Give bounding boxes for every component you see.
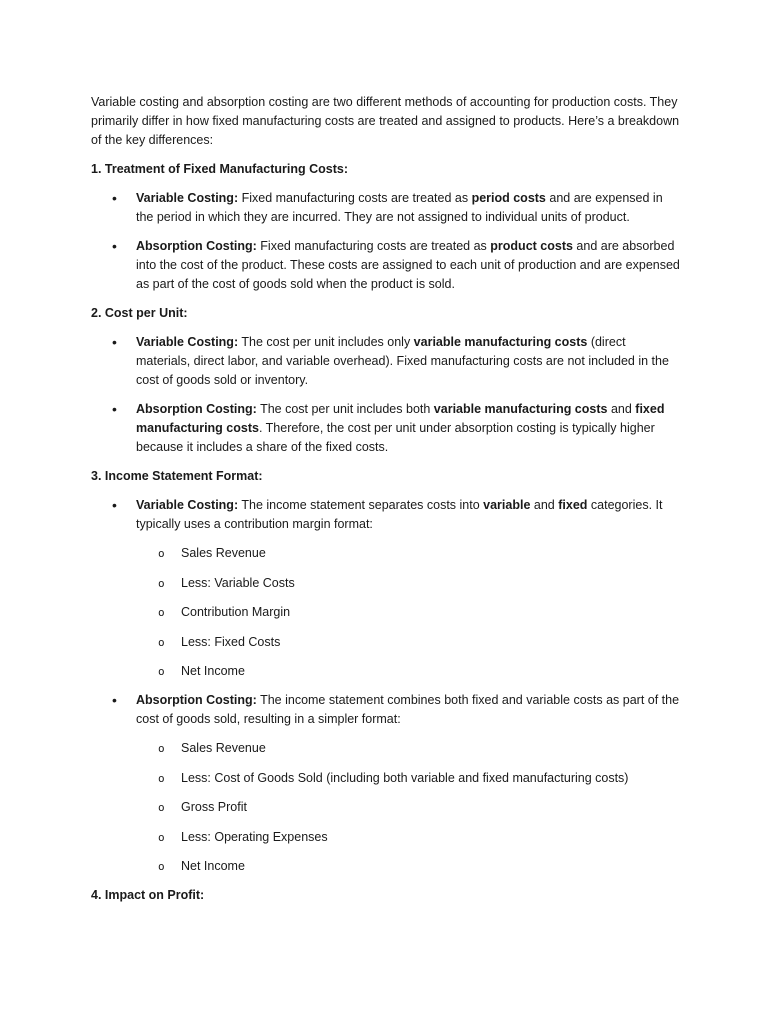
item-bold-text: variable xyxy=(483,498,531,512)
item-text: The cost per unit includes both xyxy=(256,402,434,416)
item-text: and xyxy=(530,498,559,512)
bullet-item xyxy=(91,237,681,294)
item-text: and xyxy=(607,402,636,416)
item-text: categories. It typically uses a contribution margin format: xyxy=(136,498,663,531)
item-bold-text: variable manufacturing costs xyxy=(413,335,588,349)
sub-list-item: o Sales Revenue xyxy=(136,544,681,563)
item-bold-text: period costs xyxy=(471,191,546,205)
sub-list-item: o Net Income xyxy=(136,662,681,681)
sub-list xyxy=(136,739,681,876)
item-label: Absorption Costing: xyxy=(136,239,257,253)
bullet-item xyxy=(91,496,681,681)
bullet-item xyxy=(91,691,681,876)
item-text: The income statement separates costs into xyxy=(238,498,484,512)
bullet-list xyxy=(91,496,681,876)
bullet-item xyxy=(91,189,681,227)
document-page xyxy=(91,93,681,915)
item-text: . Therefore, the cost per unit under absorption costing is typically higher because it includes a share of the fixed costs. xyxy=(136,421,655,454)
item-label: Absorption Costing: xyxy=(136,693,257,707)
item-text: Fixed manufacturing costs are treated as xyxy=(238,191,472,205)
sub-list-item: o Less: Variable Costs xyxy=(136,574,681,593)
bullet-item xyxy=(91,333,681,390)
sub-list-item: o Gross Profit xyxy=(136,798,681,817)
sub-list-item: o Less: Fixed Costs xyxy=(136,633,681,652)
item-label: Variable Costing: xyxy=(136,498,239,512)
bullet-list xyxy=(91,189,681,294)
sub-list xyxy=(136,544,681,681)
item-text: The income statement combines both fixed and variable costs as part of the cost of goods sold, resulting in a simpler format: xyxy=(136,693,680,726)
intro-paragraph: Variable costing and absorption costing are two different methods of accounting for production costs. They primarily differ in how fixed manufacturing costs are treated and assigned to products. Here’s a breakdown of the key differences: xyxy=(91,95,680,147)
item-bold-text: fixed xyxy=(558,498,588,512)
bullet-item xyxy=(91,400,681,457)
item-label: Absorption Costing: xyxy=(136,402,257,416)
item-label: Variable Costing: xyxy=(136,335,239,349)
item-text: Fixed manufacturing costs are treated as xyxy=(256,239,491,253)
bullet-list xyxy=(91,333,681,457)
item-text: and are absorbed into the cost of the product. These costs are assigned to each unit of production and are expensed as part of the cost of goods sold when the product is sold. xyxy=(136,239,680,291)
sub-list-item: o Less: Cost of Goods Sold (including both variable and fixed manufacturing costs) xyxy=(136,769,681,788)
sub-list-item: o Sales Revenue xyxy=(136,739,681,758)
sub-list-item: o Contribution Margin xyxy=(136,603,681,622)
section-heading: 1. Treatment of Fixed Manufacturing Costs: xyxy=(91,162,348,176)
item-text: (direct materials, direct labor, and variable overhead). Fixed manufacturing costs are not included in the cost of goods sold or inventory. xyxy=(136,335,669,387)
item-bold-text: fixed manufacturing costs xyxy=(136,402,665,435)
item-label: Variable Costing: xyxy=(136,191,239,205)
section-heading: 3. Income Statement Format: xyxy=(91,469,263,483)
item-text: The cost per unit includes only xyxy=(238,335,414,349)
item-bold-text: variable manufacturing costs xyxy=(433,402,608,416)
section-heading: 2. Cost per Unit: xyxy=(91,306,188,320)
sub-list-item: o Net Income xyxy=(136,857,681,876)
sub-list-item: o Less: Operating Expenses xyxy=(136,828,681,847)
section-heading: 4. Impact on Profit: xyxy=(91,888,205,902)
item-bold-text: product costs xyxy=(490,239,573,253)
item-text: and are expensed in the period in which they are incurred. They are not assigned to individual units of product. xyxy=(136,191,663,224)
